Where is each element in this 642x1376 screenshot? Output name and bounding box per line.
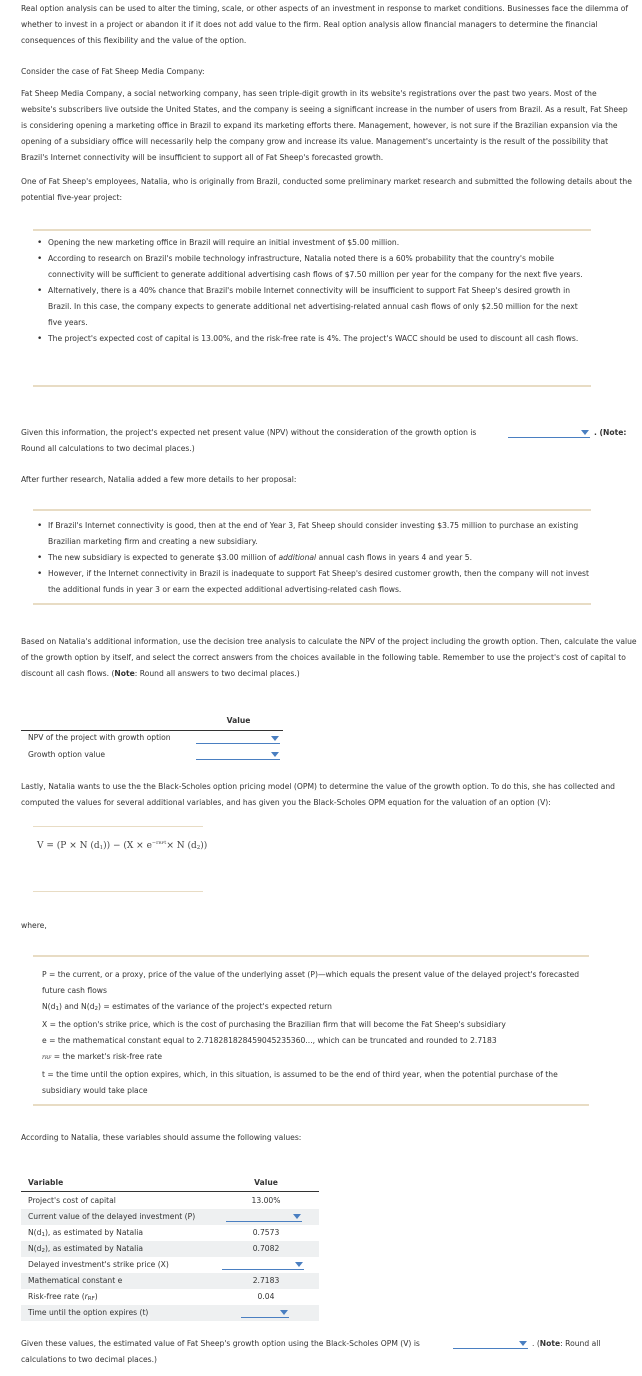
table-row: Delayed investment's strike price (X) — [21, 1257, 319, 1273]
table-row: Current value of the delayed investment (P) — [21, 1209, 319, 1225]
npv-note: . (Note: — [594, 428, 627, 437]
strike-price-x-dropdown[interactable] — [222, 1259, 304, 1270]
variable-column-header: Variable — [28, 1178, 64, 1187]
consider-text: Consider the case of Fat Sheep Media Company: — [21, 67, 205, 76]
definition-t: t = the time until the option expires, which, in this situation, is assumed to be the end of third year, when the potential purchase of the subsidiary would take place — [42, 1070, 558, 1095]
list-item: • The new subsidiary is expected to generate $3.00 million of additional annual cash flows in years 4 and year 5. — [33, 550, 591, 566]
definition-p: P = the current, or a proxy, price of the value of the underlying asset (P)—which equals the present value of the delayed project's forecasted future cash flows — [42, 970, 580, 995]
employee-paragraph: One of Fat Sheep's employees, Natalia, who is originally from Brazil, conducted some preliminary market research and submitted the following details about the potential five-year project: — [21, 177, 632, 202]
time-until-expiry-dropdown[interactable] — [241, 1307, 289, 1318]
table-row: Project's cost of capital 13.00% — [28, 1196, 281, 1205]
list-item: • The project's expected cost of capital is 13.00%, and the risk-free rate is 4%. The project's WACC should be used to discount all cash flows. — [33, 331, 591, 347]
current-value-p-dropdown[interactable] — [226, 1211, 302, 1222]
chevron-down-icon — [581, 430, 589, 435]
additional-details-box — [33, 509, 591, 605]
definition-rrf: rRF = the market's risk-free rate — [42, 1052, 163, 1061]
list-item: • Alternatively, there is a 40% chance that Brazil's mobile Internet connectivity will be insufficient to support Fat Sheep's desired growth in Brazil. In this case, the company expects to generate additional net advertising-related annual cash flows of only $2.50 million for the next five years. — [33, 283, 591, 331]
according-text: According to Natalia, these variables should assume the following values: — [21, 1133, 302, 1142]
intro-paragraph: Real option analysis can be used to alter the timing, scale, or other aspects of an investment in response to market conditions. Businesses face the dilemma of whether to invest in a project or abandon it if it does not add value to the firm. Real option analysis allow financial managers to determine the financial consequences of this flexibility and the value of the option. — [21, 4, 629, 45]
black-scholes-formula: V = (P × N $(d1)) - (X \times e^{-rRFt}\times N$ (d2)) — [37, 840, 208, 851]
table-row: N(d2), as estimated by Natalia 0.7082 — [21, 1241, 319, 1257]
chevron-down-icon — [519, 1341, 527, 1346]
table-row: Risk-free rate (rRF) 0.04 — [28, 1292, 275, 1302]
growth-option-dropdown[interactable] — [196, 749, 280, 760]
definition-e: e = the mathematical constant equal to 2.718281828459045235360..., which can be truncated and rounded to 2.7183 — [42, 1036, 497, 1045]
list-item: • Opening the new marketing office in Brazil will require an initial investment of $5.00 million. — [33, 235, 591, 251]
final-question-text: Given these values, the estimated value of Fat Sheep's growth option using the Black-Scholes OPM (V) is — [21, 1339, 420, 1348]
value-column-header: Value — [226, 716, 251, 725]
npv-without-option-dropdown[interactable] — [508, 427, 590, 438]
black-scholes-paragraph: Lastly, Natalia wants to use the the Black-Scholes option pricing model (OPM) to determine the value of the growth option. To do this, she has collected and computed the values for several additional variables, and has given you the Black-Scholes OPM equation for the valuation of an option (V): — [21, 782, 615, 807]
definition-x: X = the option's strike price, which is the cost of purchasing the Brazilian firm that will become the Fat Sheep's subsidiary — [42, 1020, 506, 1029]
list-item: • According to research on Brazil's mobile technology infrastructure, Natalia noted there is a 60% probability that the country's mobile connectivity will be sufficient to generate additional advertising cash flows of $7.50 million per year for the company for the next five years. — [33, 251, 591, 283]
growth-option-label: Growth option value — [28, 750, 106, 759]
final-note: . (Note: Round all — [532, 1339, 601, 1348]
project-details-box — [33, 229, 591, 387]
chevron-down-icon — [271, 752, 279, 757]
final-note-continued: calculations to two decimal places.) — [21, 1355, 158, 1364]
npv-question-text: Given this information, the project's expected net present value (NPV) without the consideration of the growth option is — [21, 428, 477, 437]
formula-box — [33, 826, 208, 892]
chevron-down-icon — [293, 1214, 301, 1219]
after-research-text: After further research, Natalia added a few more details to her proposal: — [21, 475, 297, 484]
table-row: Mathematical constant e 2.7183 — [21, 1273, 319, 1289]
npv-with-option-label: NPV of the project with growth option — [28, 733, 171, 742]
chevron-down-icon — [295, 1262, 303, 1267]
definitions-box — [33, 955, 589, 1106]
value-column-header: Value — [254, 1178, 278, 1187]
list-item: • However, if the Internet connectivity in Brazil is inadequate to support Fat Sheep's desired customer growth, then the company will not invest the additional funds in year 3 or earn the expected additional advertising-related cash flows. — [33, 566, 591, 598]
list-item: • If Brazil's Internet connectivity is good, then at the end of Year 3, Fat Sheep should consider investing $3.75 million to purchase an existing Brazilian marketing firm and creating a new subsidiary. — [33, 518, 591, 550]
definition-n: N(d1) and N(d2) = estimates of the variance of the project's expected return — [42, 1002, 332, 1012]
where-text: where, — [21, 921, 47, 930]
table-row: N(d1), as estimated by Natalia 0.7573 — [28, 1228, 280, 1238]
background-paragraph: Fat Sheep Media Company, a social networking company, has seen triple-digit growth in its website's registrations over the past two years. Most of the website's subscribers live outside the United States, and the company is seeing a significant increase in the number of users from Brazil. As a result, Fat Sheep is considering opening a marketing office in Brazil to expand its marketing efforts there. Management, however, is not sure if the Brazilian expansion via the opening of a subsidiary office will necessarily help the company grow and increase its value. Management's uncertainty is the result of the possibility that Brazil's Internet connectivity will be insufficient to support all of Fat Sheep's forecasted growth. — [21, 89, 628, 162]
chevron-down-icon — [280, 1310, 288, 1315]
npv-with-option-dropdown[interactable] — [196, 733, 280, 744]
option-value-v-dropdown[interactable] — [453, 1338, 528, 1349]
chevron-down-icon — [271, 736, 279, 741]
decision-tree-paragraph: Based on Natalia's additional information, use the decision tree analysis to calculate the NPV of the project including the growth option. Then, calculate the value of the growth option by itself, and select the correct answers from the choices available in the following table. Remember to use the project's cost of capital to discount all cash flows. (Note: Round all answers to two decimal places.) — [21, 637, 637, 678]
npv-note-continued: Round all calculations to two decimal places.) — [21, 444, 195, 453]
table-row: Time until the option expires (t) — [21, 1305, 319, 1321]
